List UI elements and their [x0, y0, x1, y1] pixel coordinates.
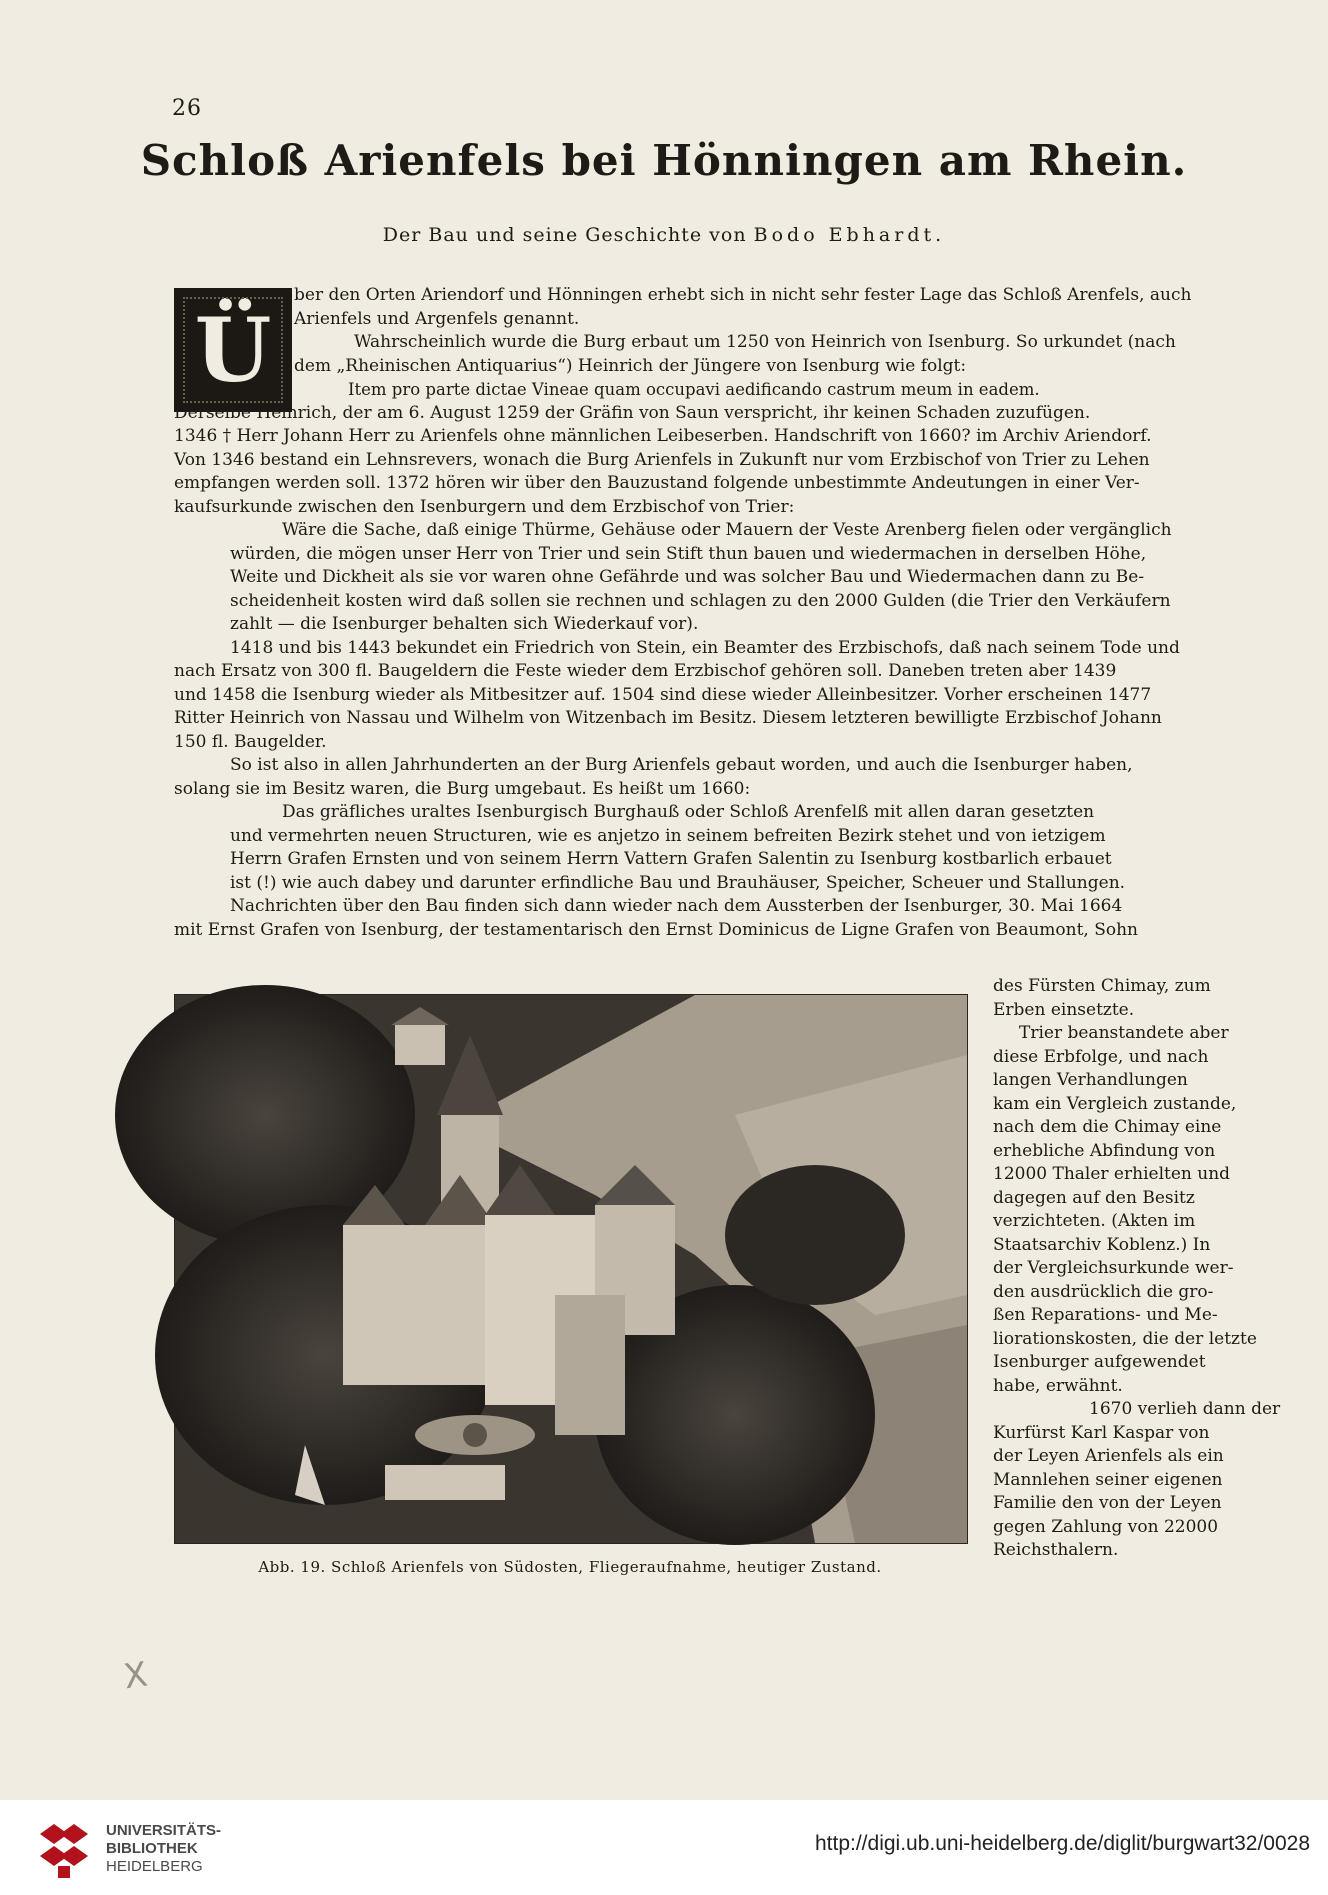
text-line: Wahrscheinlich wurde die Burg erbaut um 1250 von Heinrich von Isenburg. So urkundet (nach: [354, 332, 1176, 352]
source-url-link[interactable]: http://digi.ub.uni-heidelberg.de/diglit/burgwart32/0028: [814, 1832, 1310, 1855]
text-line: der Leyen Arienfels als ein: [993, 1446, 1224, 1466]
quote-line: Herrn Grafen Ernsten und von seinem Herrn Vattern Grafen Salentin zu Isenburg kostbarlich erbauet: [230, 849, 1112, 869]
quote-line: zahlt — die Isenburger behalten sich Wiederkauf vor).: [230, 614, 699, 634]
page-title: Schloß Arienfels bei Hönningen am Rhein.: [140, 136, 1188, 185]
quote-line: ist (!) wie auch dabey und darunter erfindliche Bau und Brauhäuser, Speicher, Scheuer und Stallungen.: [230, 872, 1126, 893]
text-line: 12000 Thaler erhielten und: [993, 1164, 1231, 1184]
text-line: Isenburger aufgewendet: [993, 1352, 1206, 1372]
text-line: kam ein Vergleich zustande,: [993, 1093, 1237, 1114]
quote-line: Das gräfliches uraltes Isenburgisch Burghauß oder Schloß Arenfelß mit allen daran gesetzten: [282, 802, 1095, 822]
text-line: So ist also in allen Jahrhunderten an der Burg Arienfels gebaut worden, und auch die Isenburger haben,: [230, 755, 1133, 775]
quote-line: und vermehrten neuen Structuren, wie es anjetzo in seinem befreiten Bezirk stehet und von ietzigem: [230, 825, 1106, 846]
text-line: Nachrichten über den Bau finden sich dann wieder nach dem Aussterben der Isenburger, 30. Mai 1664: [230, 896, 1123, 916]
text-line: Reichsthalern.: [993, 1540, 1119, 1560]
text-line: des Fürsten Chimay, zum: [993, 976, 1211, 996]
pencil-mark: X: [121, 1654, 150, 1698]
quote-line: Wäre die Sache, daß einige Thürme, Gehäuse oder Mauern der Veste Arenberg fielen oder vergänglich: [282, 520, 1172, 540]
text-line: empfangen werden soll. 1372 hören wir über den Bauzustand folgende unbestimmte Andeutungen in einer Ver-: [174, 473, 1140, 493]
text-line: 150 fl. Baugelder.: [174, 731, 327, 752]
text-line: Mannlehen seiner eigenen: [993, 1469, 1223, 1490]
text-line: dagegen auf den Besitz: [993, 1187, 1195, 1208]
text-line: Von 1346 bestand ein Lehnsrevers, wonach die Burg Arienfels in Zukunft nur vom Erzbischof von Trier zu Lehen: [174, 449, 1150, 470]
quote-line: scheidenheit kosten wird daß sollen sie rechnen und schlagen zu den 2000 Gulden (die Trier den Verkäufern: [230, 590, 1171, 611]
initial-letter: Ü: [194, 298, 272, 402]
figure-caption: Abb. 19. Schloß Arienfels von Südosten, Fliegeraufnahme, heutiger Zustand.: [258, 1558, 882, 1576]
castle-photo-illustration: [175, 995, 967, 1543]
footer-bar: [0, 1800, 1328, 1895]
text-line: Erben einsetzte.: [993, 999, 1135, 1020]
library-name-line: BIBLIOTHEK: [106, 1840, 198, 1857]
latin-quote: Item pro parte dictae Vineae quam occupavi aedificando castrum meum in eadem.: [348, 380, 1040, 399]
text-line: liorationskosten, die der letzte: [993, 1328, 1257, 1349]
text-line: kaufsurkunde zwischen den Isenburgern und dem Erzbischof von Trier:: [174, 496, 795, 517]
university-library-logo-icon: [36, 1820, 92, 1880]
library-name-line: UNIVERSITÄTS-: [106, 1822, 222, 1839]
text-line: Familie den von der Leyen: [993, 1493, 1222, 1513]
text-line: 1418 und bis 1443 bekundet ein Friedrich von Stein, ein Beamter des Erzbischofs, daß nach seinem Tode und: [230, 637, 1180, 658]
text-line: Derselbe Heinrich, der am 6. August 1259 der Gräfin von Saun verspricht, ihr keinen Schaden zuzufügen.: [174, 402, 1091, 423]
text-line: Ritter Heinrich von Nassau und Wilhelm von Witzenbach im Besitz. Diesem letzteren bewilligte Erzbischof Johann: [174, 708, 1162, 728]
text-line: ßen Reparations- und Me-: [993, 1305, 1218, 1325]
text-line: mit Ernst Grafen von Isenburg, der testamentarisch den Ernst Dominicus de Ligne Grafen von Beaumont, Sohn: [174, 919, 1138, 940]
text-line: ber den Orten Ariendorf und Hönningen erhebt sich in nicht sehr fester Lage das Schloß Arenfels, auch: [294, 285, 1192, 305]
subtitle-prefix: Der Bau und seine Geschichte von: [382, 224, 747, 246]
text-line: verzichteten. (Akten im: [993, 1211, 1196, 1231]
quote-line: Weite und Dickheit als sie vor waren ohne Gefährde und was solcher Bau und Wiedermachen dann zu Be-: [230, 567, 1145, 587]
text-line: Staatsarchiv Koblenz.) In: [993, 1234, 1211, 1255]
text-line: 1346 † Herr Johann Herr zu Arienfels ohne männlichen Leibeserben. Handschrift von 1660? im Archiv Ariendorf.: [174, 426, 1152, 446]
subtitle-author: Bodo Ebhardt.: [753, 224, 946, 246]
text-line: dem „Rheinischen Antiquarius“) Heinrich der Jüngere von Isenburg wie folgt:: [294, 355, 967, 376]
text-line: den ausdrücklich die gro-: [993, 1281, 1214, 1302]
subtitle: [0, 224, 1328, 246]
text-line: langen Verhandlungen: [993, 1070, 1188, 1090]
text-line: diese Erbfolge, und nach: [993, 1046, 1209, 1067]
page-number: 26: [172, 96, 202, 121]
text-line: und 1458 die Isenburg wieder als Mitbesitzer auf. 1504 sind diese wieder Alleinbesitzer. Vorher erscheinen 1477: [174, 684, 1152, 705]
castle-aerial-photo: [174, 994, 968, 1544]
text-line: der Vergleichsurkunde wer-: [993, 1258, 1234, 1278]
text-line: 1670 verlieh dann der: [1089, 1399, 1281, 1419]
text-line: Kurfürst Karl Kaspar von: [993, 1422, 1210, 1443]
text-line: habe, erwähnt.: [993, 1375, 1123, 1396]
quote-line: würden, die mögen unser Herr von Trier und sein Stift thun bauen und wiedermachen in derselben Höhe,: [230, 543, 1147, 564]
article-body: [174, 284, 1260, 942]
text-line: nach dem die Chimay eine: [993, 1117, 1222, 1137]
text-line: Trier beanstandete aber: [1019, 1023, 1229, 1043]
library-name-line: HEIDELBERG: [106, 1858, 203, 1875]
side-column-text: [993, 975, 1281, 1563]
library-name: [106, 1822, 221, 1876]
text-line: Arienfels und Argenfels genannt.: [294, 308, 580, 329]
text-line: nach Ersatz von 300 fl. Baugeldern die Feste wieder dem Erzbischof gehören soll. Daneben treten aber 1439: [174, 661, 1117, 681]
text-line: solang sie im Besitz waren, die Burg umgebaut. Es heißt um 1660:: [174, 778, 751, 799]
text-line: gegen Zahlung von 22000: [993, 1516, 1219, 1537]
text-line: erhebliche Abfindung von: [993, 1140, 1216, 1161]
